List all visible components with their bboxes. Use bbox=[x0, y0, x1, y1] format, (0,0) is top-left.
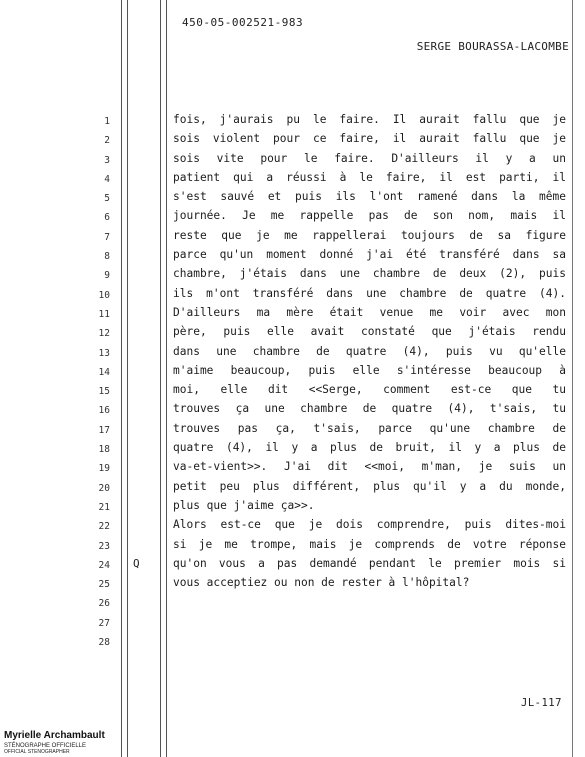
line-number: 16 bbox=[98, 405, 110, 417]
transcript-line: journée. Je me rappelle pas de son nom, mais il bbox=[173, 209, 566, 223]
stenographer-title-fr: STÉNOGRAPHE OFFICIELLE bbox=[4, 743, 87, 749]
transcript-line: vous acceptiez ou non de rester à l'hôpital? bbox=[173, 576, 470, 590]
question-marker: Q bbox=[133, 557, 140, 570]
transcript-line: plus que j'aime ça>>. bbox=[173, 498, 315, 512]
transcript-line: patient qui a réussi à le faire, il est parti, il bbox=[173, 170, 566, 184]
transcript-line: dans une chambre de quatre (4), puis vu qu'elle bbox=[173, 344, 566, 358]
transcript-line: fois, j'aurais pu le faire. Il aurait fallu que je bbox=[173, 113, 566, 126]
line-number: 21 bbox=[98, 501, 110, 513]
transcript-line: va-et-vient>>. J'ai dit <<moi, m'man, je suis un bbox=[173, 460, 566, 474]
transcript-line: parce qu'un moment donné j'ai été transféré dans sa bbox=[173, 248, 566, 262]
line-number: 27 bbox=[98, 617, 110, 629]
margin-rule-text-outer bbox=[160, 0, 161, 757]
line-number: 28 bbox=[98, 637, 110, 649]
line-number: 23 bbox=[98, 540, 110, 552]
line-number: 19 bbox=[98, 463, 110, 475]
line-number: 2 bbox=[104, 135, 110, 147]
line-number: 20 bbox=[98, 482, 110, 494]
line-number: 11 bbox=[98, 308, 110, 320]
transcript-line: si je me trompe, mais je comprends de votre réponse bbox=[173, 537, 566, 551]
margin-rule-left-inner bbox=[127, 0, 128, 757]
witness-name: SERGE BOURASSA-LACOMBE bbox=[416, 40, 569, 53]
line-number: 24 bbox=[98, 559, 110, 571]
transcript-line: Alors est-ce que je dois comprendre, puis dites-moi bbox=[173, 518, 566, 532]
margin-rule-left-outer bbox=[121, 0, 122, 757]
margin-rule-text-inner bbox=[166, 0, 167, 757]
transcript-line: père, puis elle avait constaté que j'étais rendu bbox=[173, 325, 566, 339]
transcript-line: chambre, j'étais dans une chambre de deux (2), puis bbox=[173, 267, 566, 281]
line-number: 4 bbox=[104, 173, 110, 185]
line-number: 1 bbox=[104, 116, 110, 127]
page-reference: JL-117 bbox=[521, 697, 562, 709]
transcript-line: trouves pas ça, t'sais, parce qu'une chambre de bbox=[173, 421, 566, 435]
transcript-line: ils m'ont transféré dans une chambre de quatre (4). bbox=[173, 286, 566, 300]
line-number: 8 bbox=[104, 251, 110, 263]
line-number: 22 bbox=[98, 521, 110, 533]
line-number: 26 bbox=[98, 598, 110, 610]
line-number: 5 bbox=[104, 193, 110, 205]
line-number: 17 bbox=[98, 424, 110, 436]
line-number: 13 bbox=[98, 347, 110, 359]
transcript-line: trouves ça une chambre de quatre (4), t'sais, tu bbox=[173, 402, 566, 416]
line-number: 7 bbox=[104, 231, 110, 243]
line-number: 3 bbox=[104, 154, 110, 166]
transcript-line: s'est sauvé et puis ils l'ont ramené dans la même bbox=[173, 190, 566, 204]
line-number: 14 bbox=[98, 366, 110, 378]
transcript-line: reste que je me rappellerai toujours de sa figure bbox=[173, 228, 566, 242]
margin-rule-right bbox=[572, 0, 573, 757]
transcript-line: quatre (4), il y a plus de bruit, il y a plus de bbox=[173, 441, 566, 455]
transcript-line: qu'on vous a pas demandé pendant le premier mois si bbox=[173, 556, 566, 570]
transcript-line: m'aime beaucoup, puis elle s'intéresse beaucoup à bbox=[173, 363, 566, 377]
line-number: 9 bbox=[104, 270, 110, 282]
line-number: 6 bbox=[104, 212, 110, 224]
stenographer-title-en: OFFICIAL STENOGRAPHER bbox=[4, 749, 70, 755]
transcript-line: sois vite pour le faire. D'ailleurs il y a un bbox=[173, 151, 566, 165]
line-number: 12 bbox=[98, 328, 110, 340]
line-number: 10 bbox=[98, 289, 110, 301]
line-number: 18 bbox=[98, 444, 110, 456]
line-number: 25 bbox=[98, 579, 110, 591]
stenographer-stamp bbox=[4, 730, 114, 755]
line-number-column bbox=[80, 112, 110, 652]
transcript-line: D'ailleurs ma mère était venue me voir avec mon bbox=[173, 305, 566, 319]
line-number: 15 bbox=[98, 386, 110, 398]
transcript-line: petit peu plus différent, plus qu'il y a du monde, bbox=[173, 479, 566, 493]
transcript-body bbox=[173, 110, 566, 592]
case-number: 450-05-002521-983 bbox=[182, 16, 304, 29]
transcript-line: moi, elle dit <<Serge, comment est-ce que tu bbox=[173, 383, 566, 397]
stenographer-name: Myrielle Archambault bbox=[4, 730, 105, 741]
transcript-line: sois violent pour ce faire, il aurait fallu que je bbox=[173, 132, 566, 146]
